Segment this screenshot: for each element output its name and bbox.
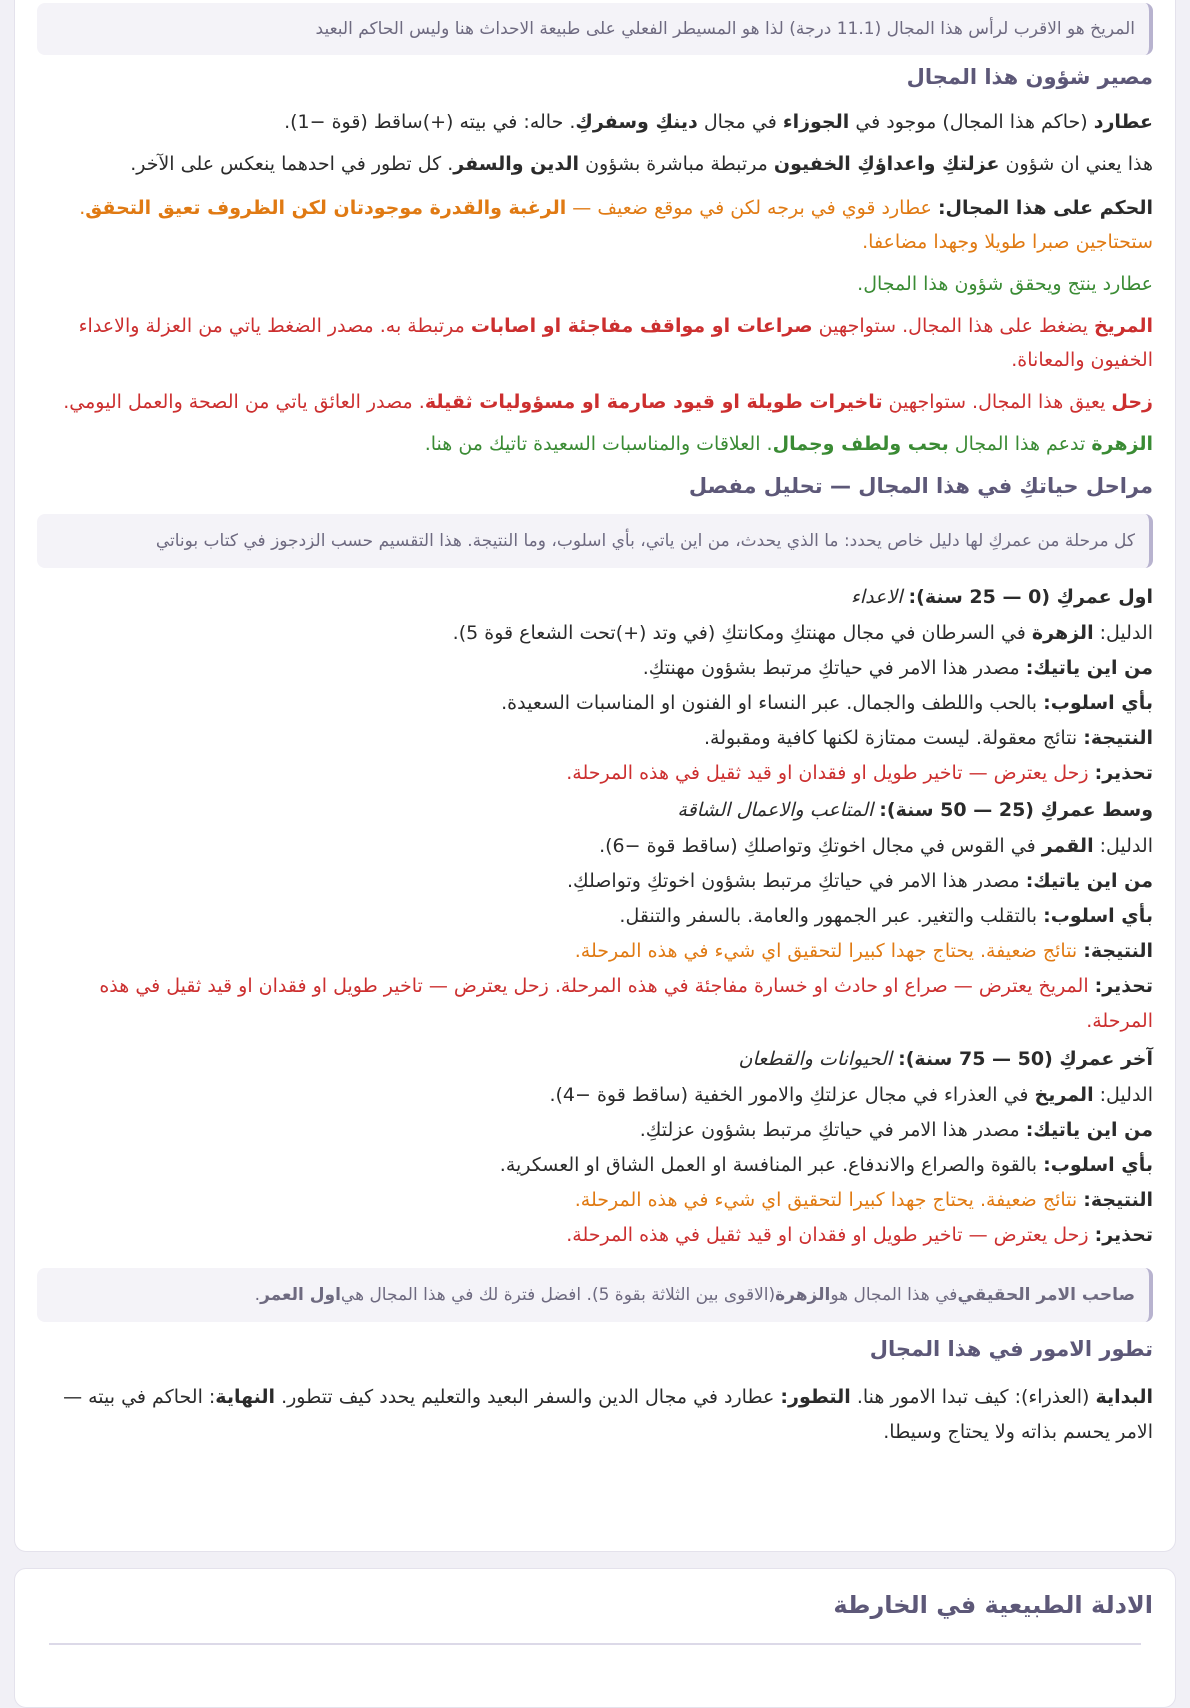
mars-paragraph: المريخ يضغط على هذا المجال. ستواجهين صراعات او مواقف مفاجئة او اصابات مرتبطة به. مصدر الضغط ياتي من العزلة والاعداء الخفيون والمعاناة. bbox=[78, 315, 1153, 371]
phase2-warning: تحذير: المريخ يعترض — صراع او حادث او خسارة مفاجئة في هذه المرحلة. زحل يعترض — تاخير طويل او فقدان او قيد ثقيل في هذه bbox=[99, 975, 1153, 997]
phase1-guide: الدليل: الزهرة في السرطان في مجال مهنتكِ ومكانتكِ (في وتد (+)تحت الشعاع قوة 5). bbox=[452, 622, 1153, 644]
phase3-guide: الدليل: المريخ في العذراء في مجال عزلتكِ والامور الخفية (ساقط قوة −4). bbox=[549, 1084, 1153, 1106]
phase2-from: من اين ياتيك: مصدر هذا الامر في حياتكِ مرتبط بشؤون اخوتكِ وتواصلكِ. bbox=[566, 870, 1153, 892]
phase3-from: من اين ياتيك: مصدر هذا الامر في حياتكِ مرتبط بشؤون عزلتكِ. bbox=[639, 1119, 1153, 1141]
ruler-proximity-note bbox=[37, 3, 1153, 55]
owner-note: صاحب الامر الحقيقي في هذا المجال هو الزهرة (الاقوى بين الثلاثة بقوة 5). افضل فترة لك في هذا المجال هي اول العمر . bbox=[37, 1268, 1153, 1322]
evolution-paragraph-cont: الامر يحسم بذاته ولا يحتاج وسيطا. bbox=[883, 1421, 1153, 1443]
phase1-result: النتيجة: نتائج معقولة. ليست ممتازة لكنها كافية ومقبولة. bbox=[703, 727, 1153, 749]
heading-divider bbox=[49, 1643, 1141, 1645]
phase1-from: من اين ياتيك: مصدر هذا الامر في حياتكِ مرتبط بشؤون مهنتكِ. bbox=[642, 657, 1153, 679]
evolution-paragraph: البداية (العذراء): كيف تبدا الامور هنا. التطور: عطارد في مجال الدين والسفر البعيد والتعليم يحدد كيف تتطور. النهاية: الحاكم في بيته — bbox=[63, 1386, 1153, 1408]
phase3-title: آخر عمركِ (50 — 75 سنة): الحيوانات والقطعان bbox=[738, 1048, 1153, 1070]
phase1-title: اول عمركِ (0 — 25 سنة): الاعداء bbox=[850, 586, 1153, 608]
phase2-title: وسط عمركِ (25 — 50 سنة): المتاعب والاعمال الشاقة bbox=[677, 799, 1153, 821]
phase2-warning-cont: المرحلة. bbox=[1086, 1010, 1153, 1032]
venus-paragraph: الزهرة تدعم هذا المجال بحب ولطف وجمال. العلاقات والمناسبات السعيدة تاتيك من هنا. bbox=[424, 433, 1153, 455]
phases-heading: مراحل حياتكِ في هذا المجال — تحليل مفصل bbox=[688, 474, 1153, 498]
sign-name: الجوزاء bbox=[782, 111, 850, 133]
phase3-style: بأي اسلوب: بالقوة والصراع والاندفاع. عبر المنافسة او العمل الشاق او العسكرية. bbox=[499, 1154, 1153, 1176]
ruler-paragraph: عطارد (حاكم هذا المجال) موجود في الجوزاء في مجال دينكِ وسفركِ. حاله: في بيته (+)ساقط (قوة −1). bbox=[284, 111, 1153, 133]
verdict-paragraph: الحكم على هذا المجال: عطارد قوي في برجه لكن في موقع ضعيف — الرغبة والقدرة موجودتان لكن الظروف تعيق التحقق. ستحتاجين صبرا طويلا وجهدا مضاعفا. bbox=[79, 197, 1153, 253]
phase1-warning: تحذير: زحل يعترض — تاخير طويل او فقدان او قيد ثقيل في هذه المرحلة. bbox=[566, 762, 1153, 784]
house-name: دينكِ وسفركِ bbox=[575, 111, 698, 133]
phase1-style: بأي اسلوب: بالحب واللطف والجمال. عبر النساء او الفنون او المناسبات السعيدة. bbox=[501, 692, 1153, 714]
phase2-style: بأي اسلوب: بالتقلب والتغير. عبر الجمهور والعامة. بالسفر والتنقل. bbox=[619, 905, 1153, 927]
natural-heading: الادلة الطبيعية في الخارطة bbox=[833, 1591, 1153, 1619]
phase3-warning: تحذير: زحل يعترض — تاخير طويل او فقدان او قيد ثقيل في هذه المرحلة. bbox=[566, 1224, 1153, 1246]
produce-line: عطارد ينتج ويحقق شؤون هذا المجال. bbox=[857, 273, 1153, 295]
house-analysis-card bbox=[14, 0, 1176, 1552]
phase3-result: النتيجة: نتائج ضعيفة. يحتاج جهدا كبيرا لتحقيق اي شيء في هذه المرحلة. bbox=[574, 1189, 1153, 1211]
evolution-heading: تطور الامور في هذا المجال bbox=[869, 1337, 1153, 1361]
phase2-result: النتيجة: نتائج ضعيفة. يحتاج جهدا كبيرا لتحقيق اي شيء في هذه المرحلة. bbox=[574, 940, 1153, 962]
phase2-guide: الدليل: القمر في القوس في مجال اخوتكِ وتواصلكِ (ساقط قوة −6). bbox=[599, 835, 1153, 857]
link-paragraph: هذا يعني ان شؤون عزلتكِ واعداؤكِ الخفيون مرتبطة مباشرة بشؤون الدين والسفر. كل تطور في احدهما ينعكس على الآخر. bbox=[130, 153, 1153, 175]
note-text: المريخ هو الاقرب لرأس هذا المجال (11.1 درجة) لذا هو المسيطر الفعلي على طبيعة الاحداث هنا وليس الحاكم البعيد bbox=[315, 19, 1135, 39]
fate-heading: مصير شؤون هذا المجال bbox=[906, 65, 1153, 89]
verdict-label: الحكم على هذا المجال: bbox=[937, 197, 1153, 219]
saturn-paragraph: زحل يعيق هذا المجال. ستواجهين تاخيرات طويلة او قيود صارمة او مسؤوليات ثقيلة. مصدر العائق ياتي من الصحة والعمل اليومي. bbox=[63, 391, 1153, 413]
natural-evidence-card bbox=[14, 1568, 1176, 1708]
planet-name: عطارد bbox=[1093, 111, 1153, 133]
phases-note: كل مرحلة من عمركِ لها دليل خاص يحدد: ما الذي يحدث، من اين ياتي، بأي اسلوب، وما النتيجة. هذا التقسيم حسب الزدجوز في كتاب بوناتي bbox=[37, 514, 1153, 568]
